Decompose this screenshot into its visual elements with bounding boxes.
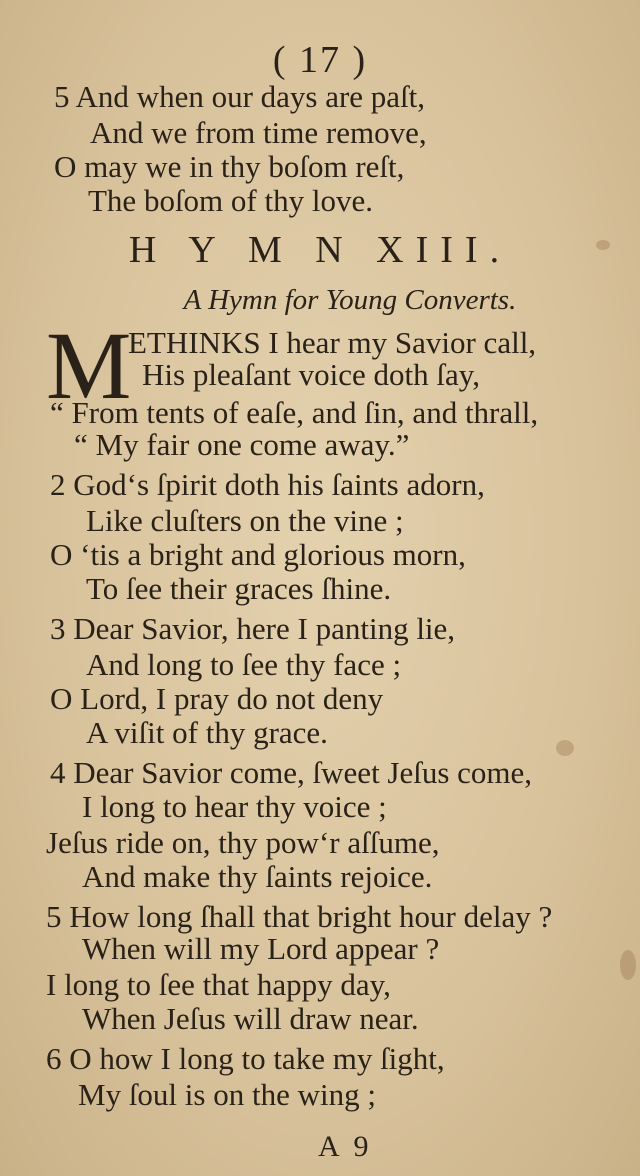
verse-line: His pleaſant voice doth ſay,: [142, 357, 481, 392]
verse-line: 3 Dear Savior, here I panting lie,: [50, 611, 456, 646]
verse-line: When Jeſus will draw near.: [82, 1001, 419, 1036]
verse-line: “ From tents of eaſe, and ſin, and thrall,: [50, 395, 539, 430]
verse-line: And we from time remove,: [90, 115, 427, 150]
verse-line: O Lord, I pray do not deny: [50, 681, 384, 716]
verse-line: And make thy ſaints rejoice.: [82, 859, 433, 894]
verse-line: The boſom of thy love.: [88, 183, 373, 218]
verse-line: 6 O how I long to take my ſight,: [46, 1041, 445, 1076]
verse-line: My ſoul is on the wing ;: [78, 1077, 376, 1112]
hymn-title: H Y M N XIII.: [128, 229, 512, 271]
drop-cap: M: [46, 312, 132, 419]
verse-line: “ My fair one come away.”: [74, 427, 410, 462]
hymn-subtitle: A Hymn for Young Converts.: [183, 284, 517, 316]
verse-line: O may we in thy boſom reſt,: [54, 149, 405, 184]
signature-mark: A 9: [318, 1130, 373, 1163]
verse-line: And long to ſee thy face ;: [86, 647, 402, 682]
verse-line: When will my Lord appear ?: [82, 931, 440, 966]
verse-line: I long to hear thy voice ;: [82, 789, 387, 824]
verse-line: A viſit of thy grace.: [86, 715, 328, 750]
verse-line: 5 And when our days are paſt,: [54, 79, 426, 114]
verse-line: ETHINKS I hear my Savior call,: [128, 325, 537, 360]
verse-line: 5 How long ſhall that bright hour delay ?: [46, 899, 553, 934]
verse-line: 2 God‘s ſpirit doth his ſaints adorn,: [50, 467, 485, 502]
stain-mark: [556, 740, 574, 756]
verse-line: To ſee their graces ſhine.: [86, 571, 392, 606]
verse-line: Jeſus ride on, thy pow‘r aſſume,: [46, 825, 440, 860]
verse-line: 4 Dear Savior come, ſweet Jeſus come,: [50, 755, 533, 790]
stain-mark: [620, 950, 636, 980]
verse-line: Like cluſters on the vine ;: [86, 503, 404, 538]
verse-line: O ‘tis a bright and glorious morn,: [50, 537, 466, 572]
page-number: ( 17 ): [272, 39, 368, 81]
verse-line: I long to ſee that happy day,: [46, 967, 391, 1002]
